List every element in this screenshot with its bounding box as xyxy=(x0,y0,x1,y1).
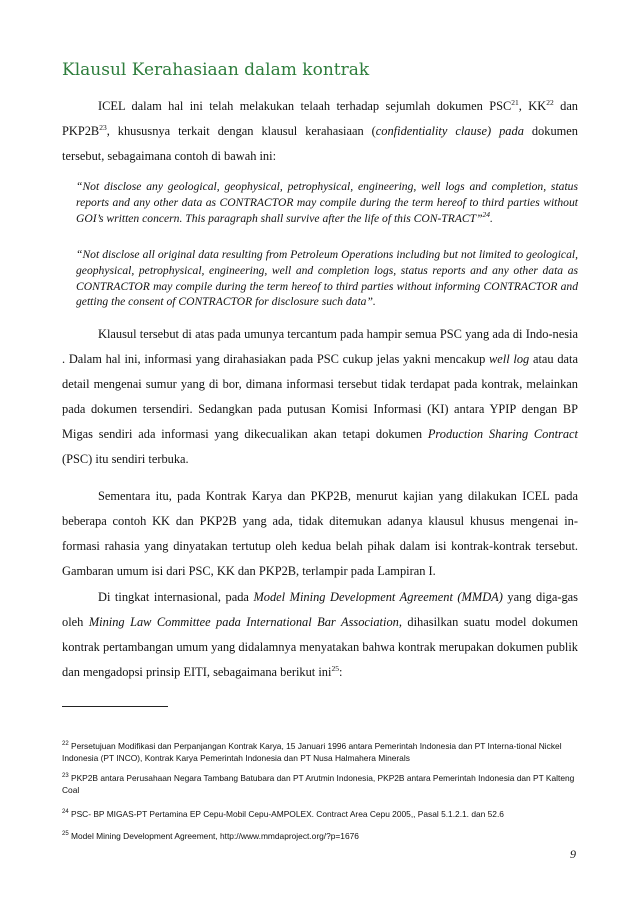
quote1-text: “Not disclose any geological, geophysical, petrophysical, engineering, well logs and completion, status reports and any other data as CONTRACTOR may compile during the term hereof to third parties without GOI’s written concern. This paragraph shall survive after the life of this CON-TRACT” xyxy=(76,180,578,225)
paragraph-intro xyxy=(62,94,578,169)
footnote-24 xyxy=(62,808,578,820)
p4-italic-b: Mining Law Committee pada International Bar Association, xyxy=(88,615,402,629)
p4-end: : xyxy=(338,665,343,679)
footnote-text: Persetujuan Modifikasi dan Perpanjangan Kontrak Karya, 15 Januari 1996 antara Pemerintah Indonesia dan PT Interna-tional Nickel Indonesia (PT INCO), Kontrak Karya Pemerintah Indonesia dan PT Nusa Halmahera Minerals xyxy=(62,741,562,763)
footnote-ref-22[interactable]: 22 xyxy=(546,97,554,107)
footnote-23 xyxy=(62,772,578,796)
footnote-ref-21[interactable]: 21 xyxy=(511,97,519,107)
footnote-number: 22 xyxy=(62,741,69,748)
footnote-text: PSC- BP MIGAS-PT Pertamina EP Cepu-Mobil Cepu-AMPOLEX. Contract Area Cepu 2005,, Pasal 5.1.2.1. dan 52.6 xyxy=(68,809,504,819)
footnote-ref-25[interactable]: 25 xyxy=(331,663,339,673)
paragraph-international xyxy=(62,585,578,685)
footnote-22 xyxy=(62,740,578,764)
footnote-25 xyxy=(62,830,578,842)
p1-text-b: , KK xyxy=(518,99,547,113)
quote-block-2: “Not disclose all original data resulting from Petroleum Operations including but not limited to geological, geophysical, petrophysical, engineering, well and completion logs, status reports and any other data as CONTRACTOR may compile during the term hereof to third parties without informing CONTRACTOR and getting the consent of CONTRACTOR for disclosure such data”. xyxy=(76,248,578,309)
p1-text-e: dokumen tersebut, sebagaimana contoh di bawah ini: xyxy=(62,124,578,163)
footnote-divider xyxy=(62,706,168,707)
paragraph-kontrak-karya: Sementara itu, pada Kontrak Karya dan PKP2B, menurut kajian yang dilakukan ICEL pada beberapa contoh KK dan PKP2B yang ada, tidak ditemukan adanya klausul khusus mengenai in-formasi rahasia yang dinyatakan tertutup oleh kedua belah pihak dalam isi kontrak-kontrak tersebut. Gambaran umum isi dari PSC, KK dan PKP2B, terlampir pada Lampiran I. xyxy=(62,489,578,578)
quote-block-1 xyxy=(76,179,578,226)
footnote-number: 24 xyxy=(62,809,69,816)
p4-text-a: Di tingkat internasional, pada xyxy=(98,590,254,604)
p1-text-d: , khususnya terkait dengan klausul kerahasiaan ( xyxy=(106,124,376,138)
p4-text-c: dihasilkan suatu model dokumen kontrak pertambangan umum yang didalamnya menyatakan bahwa kontrak merupakan dokumen publik dan mengadopsi prinsip EITI, sebagaimana berikut ini xyxy=(62,615,578,679)
footnote-ref-24[interactable]: 24 xyxy=(482,209,491,219)
section-heading: Klausul Kerahasiaan dalam kontrak xyxy=(62,60,370,80)
footnote-text: Model Mining Development Agreement, http://www.mmdaproject.org/?p=1676 xyxy=(68,831,359,841)
p1-text-c: dan PKP2B xyxy=(62,99,579,138)
p2-italic-a: well log xyxy=(489,352,530,366)
footnote-text: PKP2B antara Perusahaan Negara Tambang Batubara dan PT Arutmin Indonesia, PKP2B antara Pemerintah Indonesia dan PT Kalteng Coal xyxy=(62,773,575,795)
p1-text-a: ICEL dalam hal ini telah melakukan telaah terhadap sejumlah dokumen PSC xyxy=(98,99,512,113)
paragraph-klausul xyxy=(62,322,578,472)
p2-text-c: (PSC) itu sendiri terbuka. xyxy=(62,452,189,466)
p2-text-b: atau data detail mengenai sumur yang di bor, dimana informasi tersebut tidak terdapat pada kontrak, melainkan pada dokumen tersendiri. Sedangkan pada putusan Komisi Informasi (KI) antara YPIP dengan BP Migas sendiri ada informasi yang dikecualikan akan tetapi dokumen xyxy=(62,352,578,441)
p4-text-b: yang diga-gas oleh xyxy=(62,590,579,629)
p1-italic: confidentiality clause) pada xyxy=(375,124,524,138)
p2-text-a: Klausul tersebut di atas pada umunya tercantum pada hampir semua PSC yang ada di Indo-nesia . Dalam hal ini, informasi yang dirahasiakan pada PSC cukup jelas yakni mencakup xyxy=(62,327,578,366)
footnote-ref-23[interactable]: 23 xyxy=(99,122,107,132)
footnote-number: 25 xyxy=(62,831,69,838)
quote1-end: . xyxy=(490,211,493,225)
footnote-number: 23 xyxy=(62,773,69,780)
p2-italic-b: Production Sharing Contract xyxy=(427,427,578,441)
p4-italic-a: Model Mining Development Agreement (MMDA) xyxy=(253,590,503,604)
page-number: 9 xyxy=(570,847,576,861)
